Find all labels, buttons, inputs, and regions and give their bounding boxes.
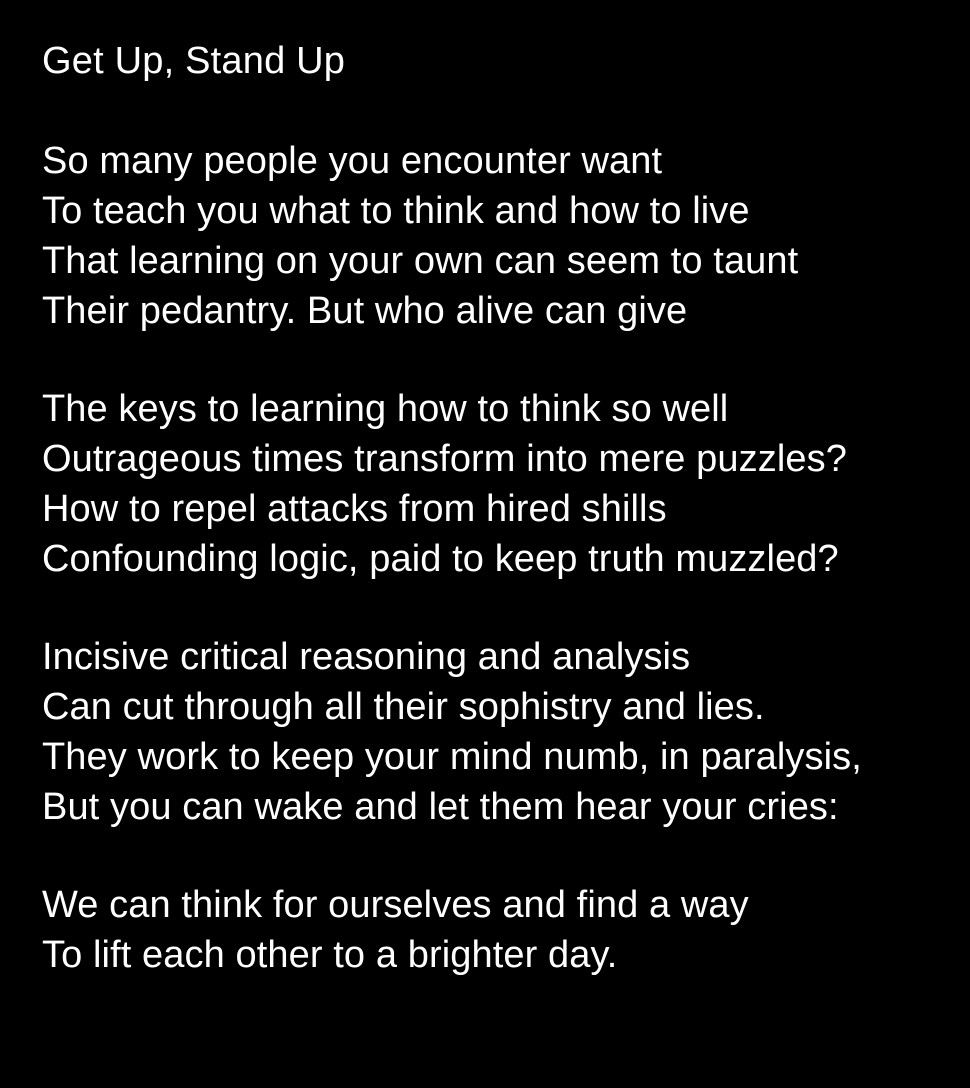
poem-line: So many people you encounter want xyxy=(42,140,663,182)
poem-stanza-1 xyxy=(42,136,970,336)
poem-line: Can cut through all their sophistry and lies. xyxy=(42,686,765,728)
poem-line: We can think for ourselves and find a way xyxy=(42,884,749,926)
poem-line: Outrageous times transform into mere puzzles? xyxy=(42,438,847,480)
page-title: Get Up, Stand Up xyxy=(42,40,346,82)
poem-line: Their pedantry. But who alive can give xyxy=(42,290,688,332)
poem-line: To lift each other to a brighter day. xyxy=(42,934,618,976)
poem-line: They work to keep your mind numb, in paralysis, xyxy=(42,736,862,778)
poem-stanza-3 xyxy=(42,632,970,832)
poem-line: To teach you what to think and how to live xyxy=(42,190,750,232)
poem-line: The keys to learning how to think so well xyxy=(42,388,729,430)
poem-stanza-4 xyxy=(42,880,970,980)
poem-stanza-2 xyxy=(42,384,970,584)
poem-line: But you can wake and let them hear your cries: xyxy=(42,786,839,828)
poem-line: Incisive critical reasoning and analysis xyxy=(42,636,691,678)
poem-line: How to repel attacks from hired shills xyxy=(42,488,667,530)
poem-line: Confounding logic, paid to keep truth muzzled? xyxy=(42,538,839,580)
poem-line: That learning on your own can seem to taunt xyxy=(42,240,799,282)
